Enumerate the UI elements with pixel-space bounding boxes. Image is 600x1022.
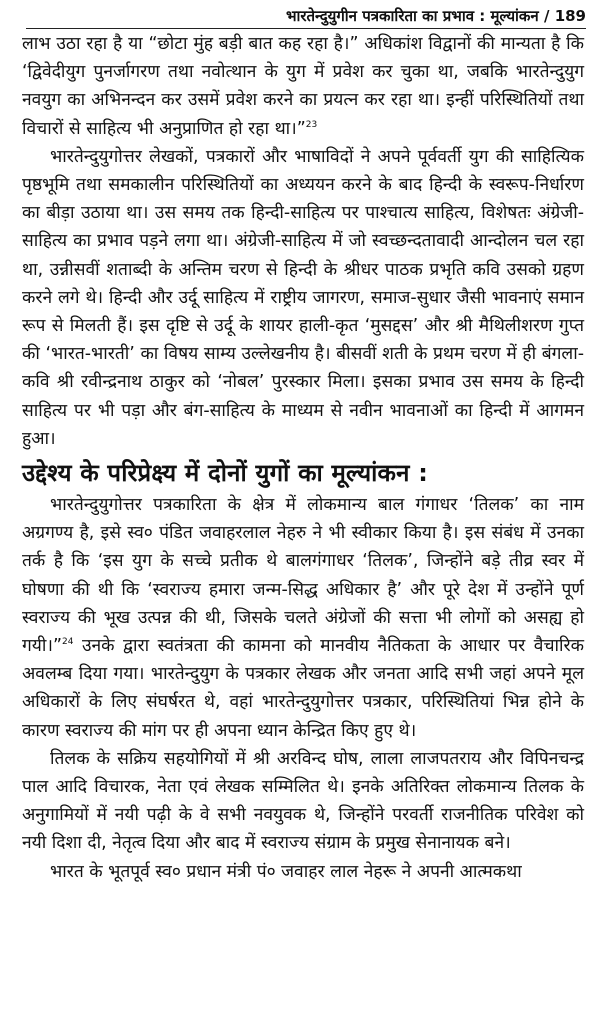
paragraph <box>22 858 584 886</box>
paragraph-text: लाभ उठा रहा है या “छोटा मुंह बड़ी बात कह रहा है।” अधिकांश विद्वानों की मान्यता है कि ‘द्विवेदीयुग पुनर्जागरण तथा नवोत्थान के युग में प्रवेश कर चुका था, जबकि भारतेन्दुयुग नवयुग का अभिनन्दन कर उसमें प्रवेश करने का प्रयत्न कर रहा था। इन्हीं परिस्थितियों तथा विचारों से साहित्य भी अनुप्राणित हो रहा था।” <box>22 34 584 139</box>
paragraph <box>22 745 584 858</box>
header-rule <box>26 28 586 29</box>
footnote-ref: 24 <box>61 637 74 648</box>
paragraph-text: भारतेन्दुयुगोत्तर पत्रकारिता के क्षेत्र में लोकमान्य बाल गंगाधर ‘तिलक’ का नाम अग्रगण्य है, इसे स्व० पंडित जवाहरलाल नेहरु ने भी स्वीकार किया है। इस संबंध में उनका तर्क है कि ‘इस युग के सच्चे प्रतीक थे बालगंगाधर ‘तिलक’, जिन्होंने बड़े तीव्र स्वर में घोषणा की थी कि ‘स्वराज्य हमारा जन्म-सिद्ध अधिकार है’ और पूरे देश में उन्होंने पूर्ण स्वराज्य की भूख उत्पन्न की थी, जिसके चलते अंग्रेजों की सत्ता भी लोगों को असह्य हो गयी।” <box>22 495 584 657</box>
paragraph <box>22 143 584 453</box>
paragraph-text: भारत के भूतपूर्व स्व० प्रधान मंत्री पं० जवाहर लाल नेहरू ने अपनी आत्मकथा <box>50 861 522 882</box>
paragraph <box>22 491 584 745</box>
paragraph-continued <box>22 30 584 143</box>
paragraph-text: भारतेन्दुयुगोत्तर लेखकों, पत्रकारों और भाषाविदों ने अपने पूर्ववर्ती युग की साहित्यिक पृष्ठभूमि तथा समकालीन परिस्थितियों का अध्ययन करने के बाद हिन्दी के स्वरूप-निर्धारण का बीड़ा उठाया था। उस समय तक हिन्दी-साहित्य पर पाश्चात्य साहित्य, विशेषतः अंग्रेजी-साहित्य का प्रभाव पड़ने लगा था। अंग्रेजी-साहित्य में जो स्वच्छन्दतावादी आन्दोलन चल रहा था, उन्नीसवीं शताब्दी के अन्तिम चरण से हिन्दी के श्रीधर पाठक प्रभृति कवि उसको ग्रहण करने लगे थे। हिन्दी और उर्दू साहित्य में राष्ट्रीय जागरण, समाज-सुधार जैसी भावनाएं समान रूप से मिलती हैं। इस दृष्टि से उर्दू के शायर हाली-कृत ‘मुसद्दस’ और श्री मैथिलीशरण गुप्त की ‘भारत-भारती’ का विषय साम्य उल्लेखनीय है। बीसवीं शती के प्रथम चरण में ही बंगला-कवि श्री रवीन्द्रनाथ ठाकुर को ‘नोबल’ पुरस्कार मिला। इसका प्रभाव उस समय के हिन्दी साहित्य पर भी पड़ा और बंग-साहित्य के माध्यम से नवीन भावनाओं का हिन्दी में आगमन हुआ। <box>22 146 584 449</box>
page-number: 189 <box>554 7 586 25</box>
header-separator: / <box>538 7 555 25</box>
running-header <box>286 6 586 26</box>
footnote-ref: 23 <box>305 119 318 130</box>
paragraph-text: तिलक के सक्रिय सहयोगियों में श्री अरविन्द घोष, लाला लाजपतराय और विपिनचन्द्र पाल आदि विचारक, नेता एवं लेखक सम्मिलित थे। इनके अतिरिक्त लोकमान्य तिलक के अनुगामियों में नयी पढ़ी के वे सभी नवयुवक थे, जिन्होंने परवर्ती राजनीतिक परिवेश को नयी दिशा दी, नेतृत्व दिया और बाद में स्वराज्य संग्राम के प्रमुख सेनानायक बने। <box>22 748 584 854</box>
paragraph-text: उनके द्वारा स्वतंत्रता की कामना को मानवीय नैतिकता के आधार पर वैचारिक अवलम्ब दिया गया। भारतेन्दुयुग के पत्रकार लेखक और जनता आदि सभी जहां अपने मूल अधिकारों के लिए संघर्षरत थे, वहां भारतेन्दुयुगोत्तर पत्रकार, परिस्थितियां भिन्न होने के कारण स्वराज्य की मांग पर ही अपना ध्यान केन्द्रित किए हुए थे। <box>22 636 584 741</box>
running-title: भारतेन्दुयुगीन पत्रकारिता का प्रभाव : मूल्यांकन <box>285 7 539 25</box>
section-heading: उद्देश्य के परिप्रेक्ष्य में दोनों युगों का मूल्यांकन : <box>22 459 429 488</box>
